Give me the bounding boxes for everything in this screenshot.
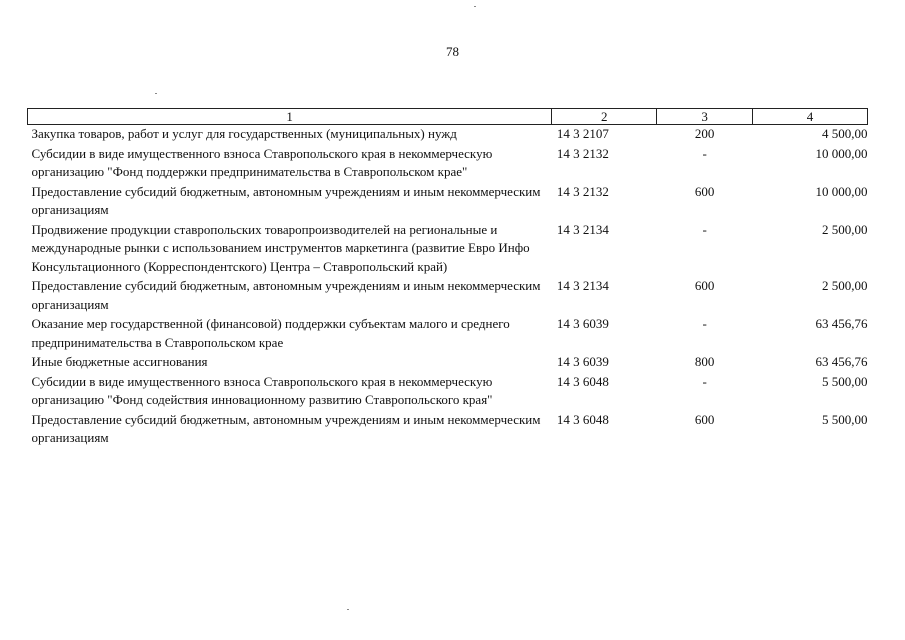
- table-row: [28, 411, 868, 449]
- scan-speck: [474, 6, 476, 7]
- table-row: [28, 277, 868, 315]
- row-amount: 5 500,00: [822, 411, 868, 427]
- row-code: 14 3 2134: [556, 278, 609, 293]
- table-row: [28, 353, 868, 373]
- row-description: Продвижение продукции ставропольских товаропроизводителей на региональные и международные рынки с использованием инструментов маркетинга (развитие Евро Инфо Консультационного (Корреспондентского) Центра – Ставропольский край): [31, 221, 530, 274]
- row-code: 14 3 2132: [556, 183, 609, 199]
- budget-table: [27, 108, 868, 449]
- row-type: 800: [694, 354, 715, 369]
- row-code: 14 3 6048: [556, 373, 609, 389]
- row-amount: 2 500,00: [822, 278, 868, 293]
- scan-speck: [347, 609, 349, 610]
- row-amount: 63 456,76: [815, 354, 868, 369]
- row-type: 600: [694, 183, 715, 199]
- table-header: [28, 109, 868, 125]
- table-row: [28, 125, 868, 145]
- row-type: -: [702, 221, 707, 237]
- column-header-type: 3: [657, 109, 753, 125]
- row-code: 14 3 2134: [556, 221, 609, 237]
- page-number: 78: [446, 44, 459, 59]
- table-row: [28, 315, 868, 353]
- scan-speck: [155, 93, 157, 94]
- header-row: [28, 109, 868, 125]
- table-body: [28, 125, 868, 449]
- row-code: 14 3 6039: [556, 316, 609, 331]
- row-type: 600: [694, 278, 715, 293]
- row-description: Предоставление субсидий бюджетным, автономным учреждениям и иным некоммерческим организациям: [31, 183, 541, 217]
- table-row: [28, 221, 868, 278]
- row-description: Субсидии в виде имущественного взноса Ставропольского края в некоммерческую организацию "Фонд содействия инновационному развитию Ставропольского края": [31, 373, 493, 407]
- column-header-description: 1: [28, 109, 552, 125]
- row-code: 14 3 2132: [556, 145, 609, 161]
- row-description: Субсидии в виде имущественного взноса Ставропольского края в некоммерческую организацию "Фонд поддержки предпринимательства в Ставропольском крае": [31, 145, 493, 179]
- row-description: Иные бюджетные ассигнования: [31, 354, 208, 369]
- row-amount: 63 456,76: [815, 316, 868, 331]
- row-description: Предоставление субсидий бюджетным, автономным учреждениям и иным некоммерческим организациям: [31, 278, 541, 312]
- table-row: [28, 373, 868, 411]
- row-code: 14 3 6048: [556, 411, 609, 427]
- row-code: 14 3 2107: [556, 126, 609, 141]
- row-type: 600: [694, 411, 715, 427]
- row-type: -: [702, 316, 707, 331]
- column-header-amount: 4: [753, 109, 868, 125]
- row-type: -: [702, 145, 707, 161]
- table-row: [28, 145, 868, 183]
- row-description: Закупка товаров, работ и услуг для государственных (муниципальных) нужд: [31, 126, 457, 141]
- row-type: 200: [694, 126, 715, 141]
- row-amount: 10 000,00: [815, 145, 868, 161]
- row-amount: 4 500,00: [822, 126, 868, 141]
- row-code: 14 3 6039: [556, 354, 609, 369]
- row-description: Предоставление субсидий бюджетным, автономным учреждениям и иным некоммерческим организациям: [31, 411, 541, 445]
- column-header-code: 2: [552, 109, 657, 125]
- table-row: [28, 183, 868, 221]
- row-description: Оказание мер государственной (финансовой) поддержки субъектам малого и среднего предпринимательства в Ставропольском крае: [31, 316, 510, 350]
- row-type: -: [702, 373, 707, 389]
- row-amount: 2 500,00: [822, 221, 868, 237]
- row-amount: 10 000,00: [815, 183, 868, 199]
- row-amount: 5 500,00: [822, 373, 868, 389]
